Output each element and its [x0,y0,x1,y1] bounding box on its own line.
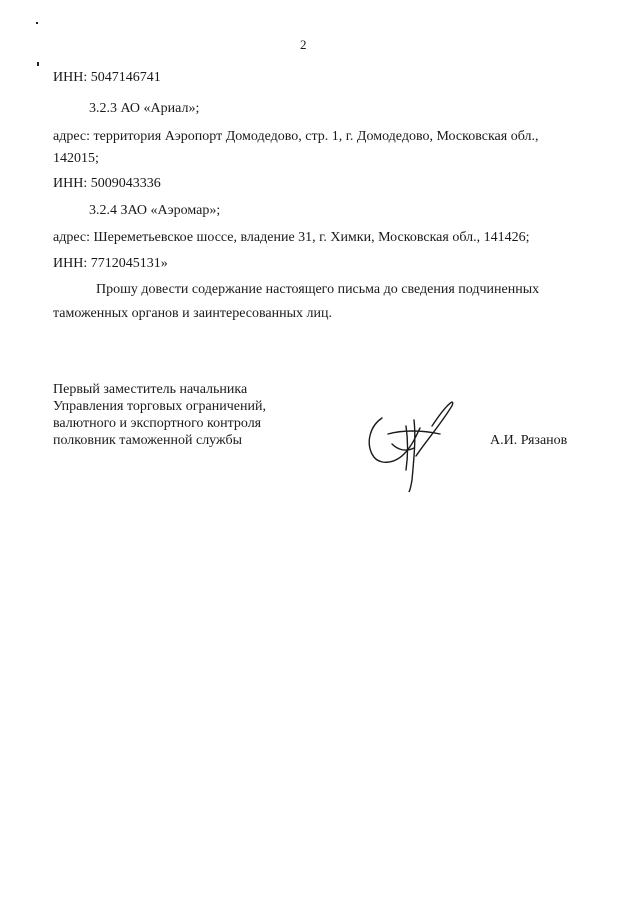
address-line: адрес: территория Аэропорт Домодедово, стр. 1, г. Домодедово, Московская обл., [53,129,539,144]
item-heading: 3.2.3 АО «Ариал»; [89,101,200,116]
address-line: адрес: Шереметьевское шоссе, владение 31, г. Химки, Московская обл., 141426; [53,230,530,245]
address-line: 142015; [53,151,99,166]
signatory-name: А.И. Рязанов [490,433,568,448]
scan-speck [36,22,38,24]
signatory-position: Первый заместитель начальника [53,382,248,397]
scan-speck [37,62,39,66]
item-heading: 3.2.4 ЗАО «Аэромар»; [89,203,221,218]
handwritten-signature [362,400,462,492]
signatory-position: Управления торговых ограничений, [53,399,266,414]
page-number: 2 [300,37,307,52]
signatory-position: валютного и экспортного контроля [53,416,262,431]
inn-line: ИНН: 7712045131» [53,256,168,271]
request-paragraph-line: таможенных органов и заинтересованных лиц. [53,306,332,321]
signatory-position: полковник таможенной службы [53,433,243,448]
inn-line: ИНН: 5047146741 [53,70,161,85]
inn-line: ИНН: 5009043336 [53,176,161,191]
request-paragraph-line: Прошу довести содержание настоящего письма до сведения подчиненных [96,282,540,297]
